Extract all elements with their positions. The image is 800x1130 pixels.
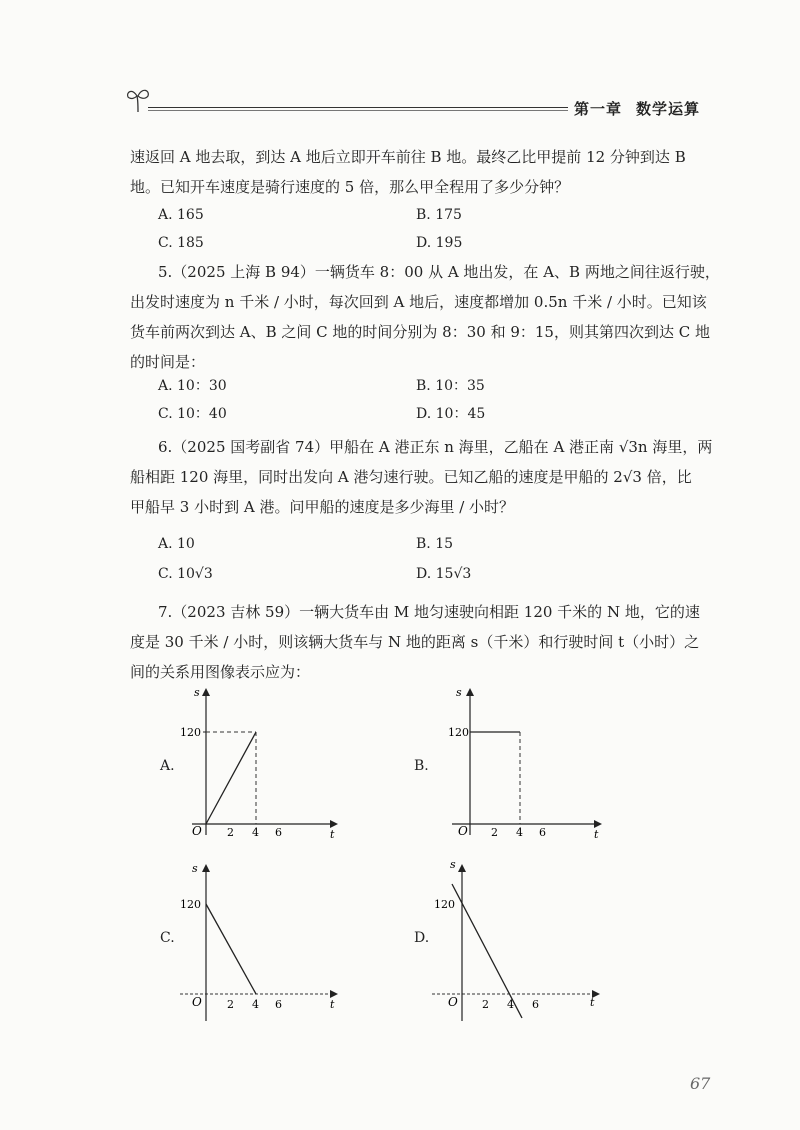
text-line: 6.（2025 国考副省 74）甲船在 A 港正东 n 海里，乙船在 A 港正南 √3n 海里，两 [158, 438, 713, 456]
x-axis-label: t [330, 828, 335, 840]
header-rule [148, 107, 568, 108]
x-tick-label: 2 [227, 826, 234, 839]
text-line: 5.（2025 上海 B 94）一辆货车 8：00 从 A 地出发，在 A、B 两地之间往返行驶， [158, 263, 720, 281]
y-axis-label: s [192, 862, 198, 875]
question-7 [130, 597, 720, 687]
option-c: C. 10√3 [158, 566, 213, 582]
graph-label-c: C. [160, 930, 175, 946]
header-rule-thin [148, 110, 568, 111]
y-tick-label: 120 [180, 898, 201, 911]
x-tick-label: 2 [482, 998, 489, 1011]
x-tick-label: 6 [539, 826, 546, 839]
text-line: 地。已知开车速度是骑行速度的 5 倍，那么甲全程用了多少分钟？ [130, 178, 570, 196]
text-line: 船相距 120 海里，同时出发向 A 港匀速行驶。已知乙船的速度是甲船的 2√3 倍，比 [130, 468, 692, 486]
x-axis-label: t [590, 996, 595, 1009]
y-axis-arrow [466, 688, 474, 696]
graph-label-b: B. [414, 758, 429, 774]
page-number: 67 [690, 1074, 711, 1093]
graph-d [432, 856, 612, 1026]
text-line: 的时间是： [130, 353, 206, 371]
option-b: B. 15 [416, 536, 454, 552]
question-continued [130, 142, 720, 202]
chapter-label: 第一章 [574, 100, 623, 118]
x-tick-label: 6 [275, 998, 282, 1011]
graph-a [180, 680, 350, 840]
option-a: A. 10 [158, 536, 195, 552]
answer-line [206, 904, 256, 994]
x-tick-label: 2 [227, 998, 234, 1011]
x-axis-arrow [594, 820, 602, 828]
x-axis-arrow [330, 990, 338, 998]
y-axis-label: s [194, 686, 200, 699]
option-d: D. 195 [416, 235, 463, 251]
graph-c [180, 856, 350, 1026]
y-axis-label: s [456, 686, 462, 699]
option-a: A. 165 [158, 207, 204, 223]
origin-label: O [448, 995, 458, 1009]
y-tick-label: 120 [448, 726, 469, 739]
question-5 [130, 257, 720, 377]
x-tick-label: 2 [491, 826, 498, 839]
y-tick-label: 120 [434, 898, 455, 911]
option-c: C. 185 [158, 235, 204, 251]
graph-label-a: A. [160, 758, 175, 774]
chapter-header [574, 98, 700, 119]
x-tick-label: 4 [516, 826, 523, 839]
option-a: A. 10：30 [158, 378, 227, 394]
text-line: 甲船早 3 小时到 A 港。问甲船的速度是多少海里 / 小时？ [130, 498, 515, 516]
y-axis-label: s [450, 858, 456, 871]
x-axis-label: t [594, 828, 599, 840]
origin-label: O [192, 824, 202, 838]
graph-label-d: D. [414, 930, 430, 946]
y-axis-arrow [202, 864, 210, 872]
answer-line [206, 732, 256, 824]
text-line: 度是 30 千米 / 小时，则该辆大货车与 N 地的距离 s（千米）和行驶时间 t（小时）之 [130, 633, 700, 651]
graph-b [444, 680, 614, 840]
section-label: 数学运算 [636, 100, 701, 118]
text-line: 间的关系用图像表示应为： [130, 663, 311, 681]
text-line: 出发时速度为 n 千米 / 小时，每次回到 A 地后，速度都增加 0.5n 千米 / 小时。已知该 [130, 293, 707, 311]
x-axis-label: t [330, 998, 335, 1011]
option-d: D. 15√3 [416, 566, 472, 582]
x-tick-label: 6 [532, 998, 539, 1011]
text-line: 7.（2023 吉林 59）一辆大货车由 M 地匀速驶向相距 120 千米的 N 地，它的速 [158, 603, 700, 621]
text-line: 货车前两次到达 A、B 之间 C 地的时间分别为 8：30 和 9：15，则其第四次到达 C 地 [130, 323, 710, 341]
option-d: D. 10：45 [416, 406, 486, 422]
origin-label: O [192, 995, 202, 1009]
x-tick-label: 4 [252, 826, 259, 839]
option-b: B. 10：35 [416, 378, 485, 394]
x-axis-arrow [330, 820, 338, 828]
x-tick-label: 4 [252, 998, 259, 1011]
y-axis-arrow [458, 864, 466, 872]
option-c: C. 10：40 [158, 406, 227, 422]
option-b: B. 175 [416, 207, 462, 223]
origin-label: O [458, 824, 468, 838]
question-6 [130, 432, 720, 522]
y-tick-label: 120 [180, 726, 201, 739]
y-axis-arrow [202, 688, 210, 696]
text-line: 速返回 A 地去取，到达 A 地后立即开车前往 B 地。最终乙比甲提前 12 分钟到达 B [130, 148, 686, 166]
x-tick-label: 4 [507, 998, 514, 1011]
x-tick-label: 6 [275, 826, 282, 839]
